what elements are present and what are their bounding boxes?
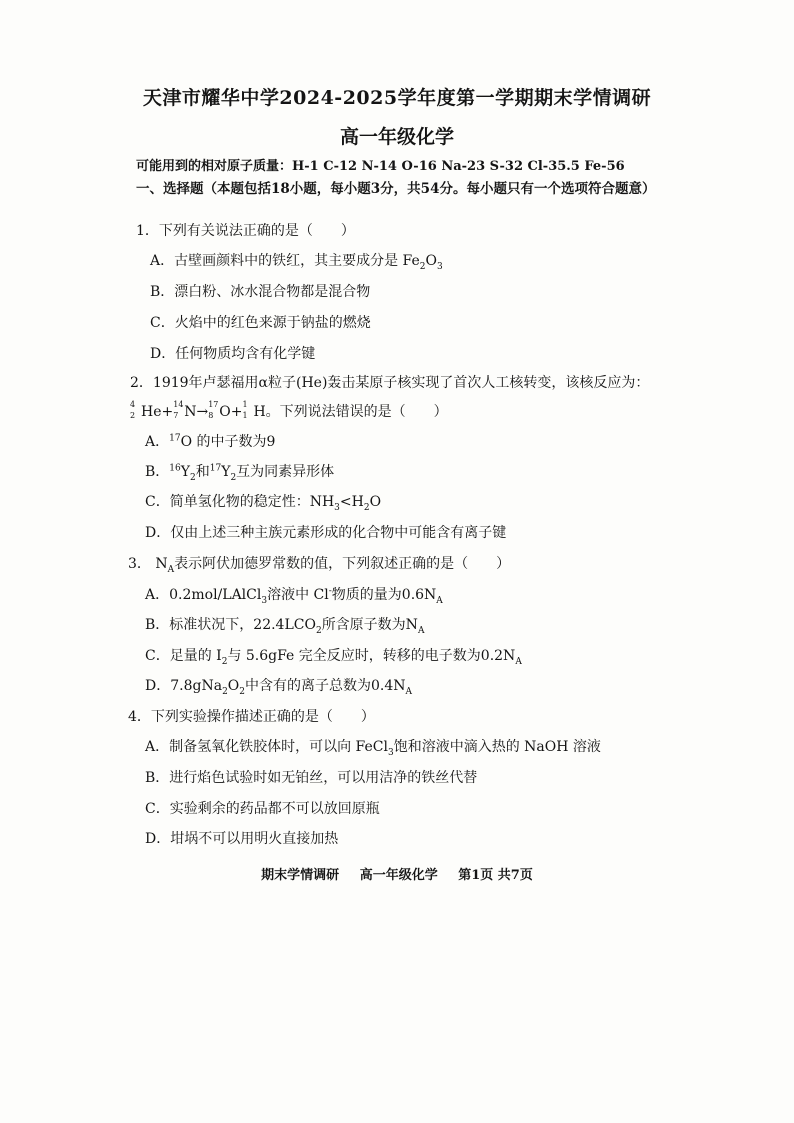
q1-option-d: D．任何物质均含有化学键: [150, 346, 316, 362]
q2-option-c: C．简单氢化物的稳定性：$NH_3<H_2O$: [145, 494, 382, 513]
q1-option-c: C．火焰中的红色来源于钠盐的燃烧: [150, 315, 371, 331]
footer-exam: 期末学情调研: [261, 868, 340, 883]
q4-option-d: D．坩埚不可以用明火直接加热: [145, 831, 339, 847]
exam-title: 天津市耀华中学2024-2025学年度第一学期期末学情调研: [142, 87, 652, 109]
q1-stem: 1．下列有关说法正确的是（ ）: [136, 223, 355, 239]
q4-option-b: B．进行焰色试验时如无铂丝，可以用洁净的铁丝代替: [145, 770, 478, 786]
page-footer: [0, 864, 794, 883]
q2-option-b: B．$^{16}Y_2$和$^{17}Y_2$互为同素异形体: [145, 463, 335, 483]
q2-option-d: D．仅由上述三种主族元素形成的化合物中可能含有离子键: [145, 525, 507, 541]
q4-option-c: C．实验剩余的药品都不可以放回原瓶: [145, 801, 380, 817]
q3-option-b: B．标准状况下，$22.4LCO_2$所含原子数为$N_A$: [145, 617, 425, 636]
q2-stem-line1: 2．1919年卢瑟福用α粒子(He)轰击某原子核实现了首次人工核转变，该核反应为：: [130, 375, 650, 391]
q4-option-a: A．制备氢氧化铁胶体时，可以向 FeCl$_3$饱和溶液中滴入热的 NaOH 溶液: [145, 739, 601, 758]
q3-option-d: D．$7.8gNa_2O_2$中含有的离子总数为$0.4N_A$: [145, 678, 413, 697]
q3-option-a: A．0.2mol/LAlCl$_3$溶液中 Cl-物质的量为$0.6N_A$: [145, 586, 443, 606]
exam-subtitle: 高一年级化学: [339, 126, 454, 148]
q2-equation: 4 2 He+ 14 7 N→ 17 8 O+ 1 1 H。下列说法错误的是（ ）: [130, 400, 448, 420]
q3-stem: 3． $N_A$表示阿伏加德罗常数的值，下列叙述正确的是（ ）: [128, 556, 511, 575]
footer-page-number: 第1页 共7页: [458, 868, 533, 883]
q1-option-b: B．漂白粉、冰水混合物都是混合物: [150, 284, 371, 300]
section-heading: 一、选择题（本题包括18小题，每小题3分，共54分。每小题只有一个选项符合题意）: [136, 181, 656, 197]
q2-option-a: A．$^{17}$O 的中子数为9: [145, 433, 276, 450]
q1-option-a: A．古壁画颜料中的铁红，其主要成分是 $Fe_2O_3$: [150, 253, 443, 272]
q3-option-c: C．足量的 $I_2$与 5.6gFe 完全反应时，转移的电子数为$0.2N_A$: [145, 648, 522, 667]
footer-grade: 高一年级化学: [359, 868, 438, 883]
q4-stem: 4．下列实验操作描述正确的是（ ）: [128, 709, 375, 725]
atomic-masses: 可能用到的相对原子质量：H-1 C-12 N-14 O-16 Na-23 S-32 Cl-35.5 Fe-56: [136, 159, 625, 174]
